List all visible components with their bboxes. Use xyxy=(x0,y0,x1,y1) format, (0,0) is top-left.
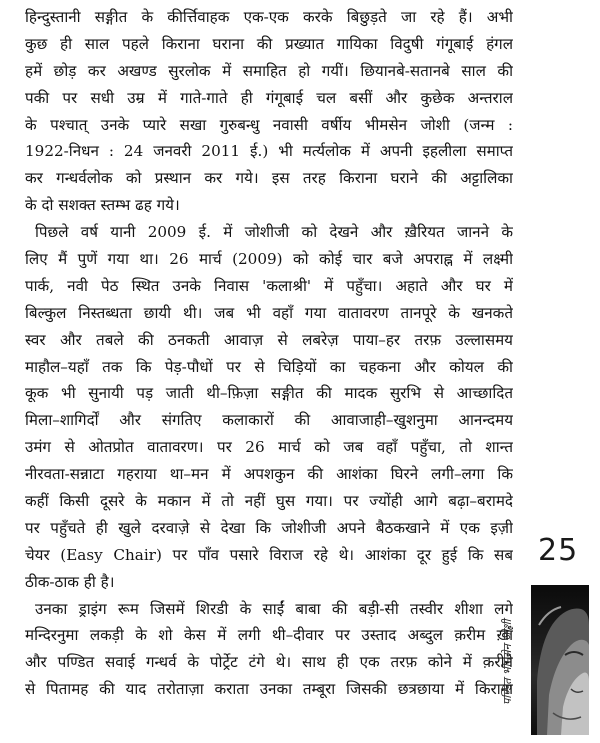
text-line: माहौल–यहाँ तक कि पेड़-पौधों पर से चिड़ियों का चहकना और कोयल की xyxy=(25,357,513,376)
text-line: के दो सशक्त स्तम्भ ढह गये। xyxy=(25,196,180,215)
text-line: ठीक-ठाक ही है। xyxy=(25,572,115,591)
portrait-caption: पण्डित भीमसेन जोशी xyxy=(501,619,514,705)
text-line: उनका ड्राइंग रूम जिसमें शिरडी के साईं बाबा की बड़ी-सी तस्वीर शीशा लगे xyxy=(35,599,513,618)
text-line: 1922-निधन : 24 जनवरी 2011 ई.) भी मर्त्यलोक में अपनी इहलीला समाप्त xyxy=(25,142,513,161)
body-text xyxy=(25,4,513,703)
text-line: नीरवता-सन्नाटा गहराया था–मन में अपशकुन की आशंका घिरने लगी–लगा कि xyxy=(25,465,513,484)
text-line: लिए मैं पुणें गया था। 26 मार्च (2009) को कोई चार बजे अपराह्न में लक्ष्मी xyxy=(25,250,513,269)
text-line: पकी पर सधी उम्र में गाते-गाते ही गंगूबाई चल बसीं और कुछेक अन्तराल xyxy=(25,88,513,107)
text-line: कहीं किसी दूसरे के मकान में तो नहीं घुस गया। पर ज्योंही आगे बढ़ा–बरामदे xyxy=(25,492,513,511)
page-number: 25 xyxy=(538,533,579,568)
text-line: हमें छोड़ कर अखण्ड सुरलोक में समाहित हो गयीं। छियानबे-सतानबे साल की xyxy=(25,61,513,80)
text-line: स्वर और तबले की ठनकती आवाज़ से लबरेज़ पाया–हर तरफ़ उल्लासमय xyxy=(25,330,513,349)
text-line: और पण्डित सवाई गन्धर्व के पोर्ट्रेट टंगे थे। साथ ही एक तरफ़ कोने में क़रीने xyxy=(25,653,513,672)
portrait-silhouette xyxy=(531,585,589,735)
text-line: पार्क, नवी पेठ स्थित उनके निवास 'कलाश्री' में पहुँचा। अहाते और घर में xyxy=(25,276,513,295)
text-line: चेयर (Easy Chair) पर पाँव पसारे विराज रहे थे। आशंका दूर हुई कि सब xyxy=(25,545,513,564)
text-line: हिन्दुस्तानी सङ्गीत के कीर्त्तिवाहक एक-एक करके बिछुड़ते जा रहे हैं। अभी xyxy=(25,8,513,26)
text-line: के पश्चात् उनके प्यारे सखा गुरुबन्धु नवासी वर्षीय भीमसेन जोशी (जन्म : xyxy=(25,115,513,134)
text-line: कर गन्धर्वलोक को प्रस्थान कर गये। इस तरह किराना घराने की अट्टालिका xyxy=(25,169,513,188)
text-line: बिल्कुल निस्तब्धता छायी थी। जब भी वहाँ गया वातावरण तानपूरे के खनकते xyxy=(25,303,513,322)
text-line: कूक भी सुनायी पड़ जाती थी–फ़िज़ा सङ्गीत की मादक सुरभि से आच्छादित xyxy=(25,384,513,403)
portrait-photo xyxy=(531,585,589,735)
text-line: उमंग से ओतप्रोत वातावरण। पर 26 मार्च को जब वहाँ पहुँचा, तो शान्त xyxy=(25,438,513,457)
text-line: पर पहुँचते ही खुले दरवाज़े से देखा कि जोशीजी अपने बैठकखाने में एक इज़ी xyxy=(25,518,513,537)
text-line: मन्दिरनुमा लकड़ी के शो केस में लगी थी–दीवार पर उस्ताद अब्दुल क़रीम ख़ाँ xyxy=(25,626,513,645)
text-line: मिला–शागिर्दों और संगतिए कलाकारों की आवाजाही–खुशनुमा आनन्दमय xyxy=(25,411,513,430)
text-line: कुछ ही साल पहले किराना घराना की प्रख्यात गायिका विदुषी गंगूबाई हंगल xyxy=(25,34,513,53)
text-line: से पितामह की याद तरोताज़ा कराता उनका तम्बूरा जिसकी छत्रछाया में किराना xyxy=(25,680,513,699)
text-line: पिछले वर्ष यानी 2009 ई. में जोशीजी को देखने और ख़ैरियत जानने के xyxy=(35,223,513,242)
